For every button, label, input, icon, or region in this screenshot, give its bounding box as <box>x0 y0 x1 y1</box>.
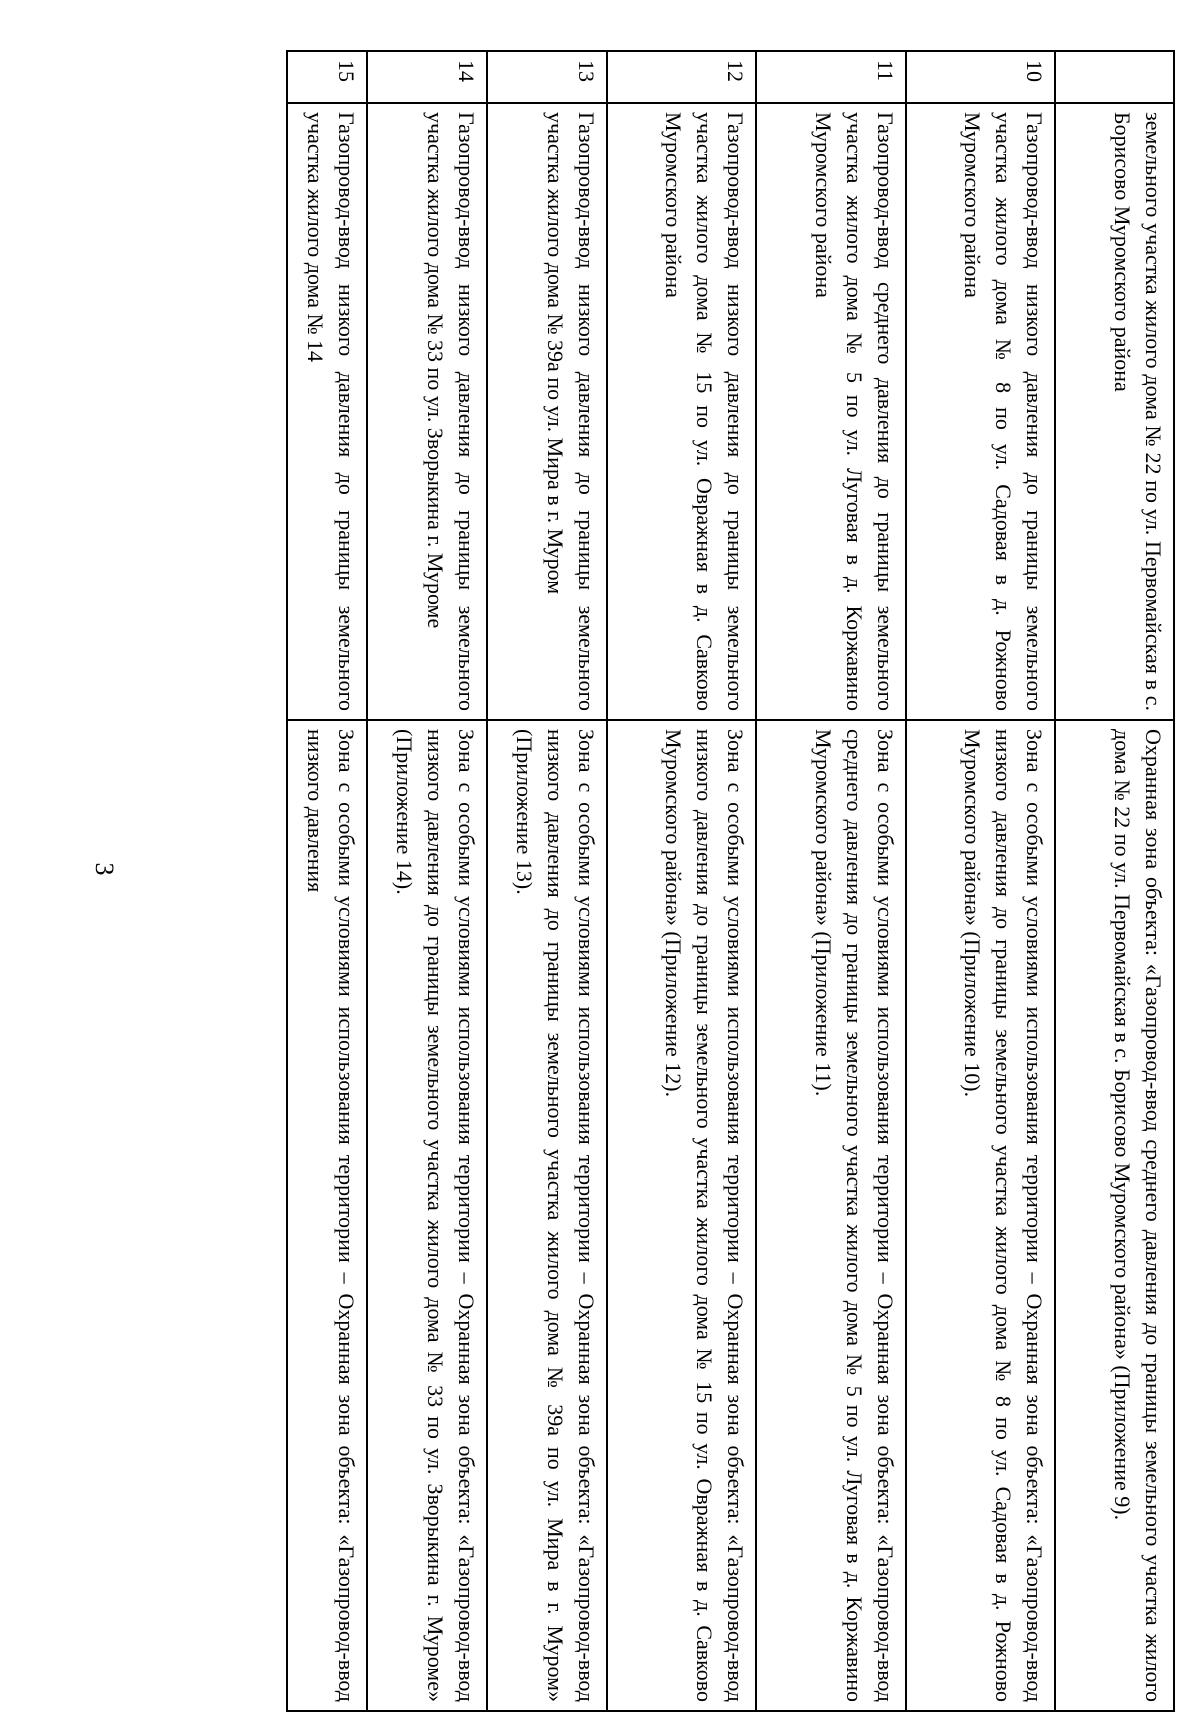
zone-description <box>1055 720 1174 1711</box>
row-number: 14 <box>367 51 487 103</box>
table-row <box>1055 51 1174 1711</box>
zone-text: Зона с особыми условиями использования территории – Охранная зона объекта: «Газопровод-ввод низкого давления до границы земельного участка жилого дома № 33 по ул. Зворыкина г. Муроме» (Приложение 14). <box>391 729 479 1702</box>
object-text: Газопровод-ввод низкого давления до границы земельного участка жилого дома № 33 по ул. Зворыкина г. Муроме <box>422 112 479 711</box>
table-row <box>487 51 607 1711</box>
zone-description <box>287 720 367 1711</box>
object-text: земельного участка жилого дома № 22 по ул. Первомайская в с. Борисово Муромского района <box>1109 112 1166 711</box>
rotated-table-container <box>145 50 1175 1710</box>
row-number: 10 <box>906 51 1055 103</box>
row-number: 11 <box>756 51 906 103</box>
object-description <box>367 103 487 720</box>
zone-text: Зона с особыми условиями использования территории – Охранная зона объекта: «Газопровод-ввод низкого давления до границы земельного участка жилого дома № 39а по ул. Мира в г. Муром» (Приложение 13). <box>511 729 599 1702</box>
table-row <box>607 51 756 1711</box>
page-number: 3 <box>90 862 119 876</box>
zone-text: Охранная зона объекта: «Газопровод-ввод среднего давления до границы земельного участка жилого дома № 22 по ул. Первомайская в с. Борисово Муромского района» (Приложение 9). <box>1109 729 1166 1702</box>
object-description <box>287 103 367 720</box>
zone-text: Зона с особыми условиями использования территории – Охранная зона объекта: «Газопровод-ввод низкого давления до границы земельного участка жилого дома № 8 по ул. Садовая в д. Рожново Муромского района» (Приложение 10). <box>959 729 1047 1702</box>
row-number: 15 <box>287 51 367 103</box>
zone-description <box>487 720 607 1711</box>
table-row <box>367 51 487 1711</box>
zone-description <box>756 720 906 1711</box>
object-description <box>756 103 906 720</box>
object-description <box>1055 103 1174 720</box>
object-description <box>607 103 756 720</box>
object-description <box>487 103 607 720</box>
zones-table <box>286 50 1175 1712</box>
zone-description <box>607 720 756 1711</box>
object-text: Газопровод-ввод низкого давления до границы земельного участка жилого дома № 14 <box>302 112 359 711</box>
zone-text: Зона с особыми условиями использования территории – Охранная зона объекта: «Газопровод-ввод низкого давления до границы земельного участка жилого дома № 15 по ул. Овражная в д. Савково Муромского района» (Приложение 12). <box>660 729 748 1702</box>
zone-description <box>906 720 1055 1711</box>
object-text: Газопровод-ввод низкого давления до границы земельного участка жилого дома № 15 по ул. Овражная в д. Савково Муромского района <box>660 112 748 711</box>
row-number: 13 <box>487 51 607 103</box>
table-row <box>287 51 367 1711</box>
row-number <box>1055 51 1174 103</box>
zone-text: Зона с особыми условиями использования территории – Охранная зона объекта: «Газопровод-ввод низкого давления <box>302 729 359 1702</box>
row-number: 12 <box>607 51 756 103</box>
landscape-table-wrapper <box>145 50 1175 1710</box>
object-text: Газопровод-ввод среднего давления до границы земельного участка жилого дома № 5 по ул. Луговая в д. Коржавино Муромского района <box>810 112 898 711</box>
object-text: Газопровод-ввод низкого давления до границы земельного участка жилого дома № 8 по ул. Садовая в д. Рожново Муромского района <box>959 112 1047 711</box>
zone-description <box>367 720 487 1711</box>
table-row <box>756 51 906 1711</box>
table-row <box>906 51 1055 1711</box>
zone-text: Зона с особыми условиями использования территории – Охранная зона объекта: «Газопровод-ввод среднего давления до границы земельного участка жилого дома № 5 по ул. Луговая в д. Коржавино Муромского района» (Приложение 11). <box>810 729 898 1702</box>
object-text: Газопровод-ввод низкого давления до границы земельного участка жилого дома № 39а по ул. Мира в г. Муром <box>542 112 599 711</box>
object-description <box>906 103 1055 720</box>
